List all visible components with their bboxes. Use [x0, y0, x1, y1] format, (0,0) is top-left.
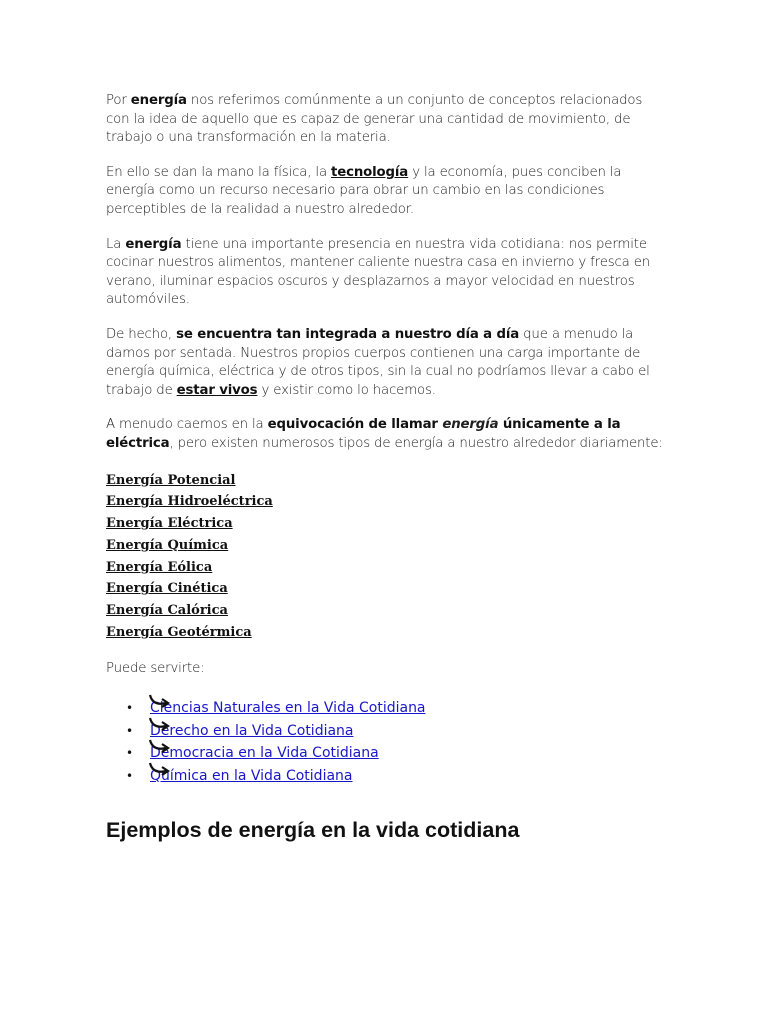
energy-type-link[interactable]: Energía Eléctrica — [106, 516, 233, 532]
servirte-label: Puede servirte: — [106, 660, 205, 676]
bullet: • — [126, 768, 134, 783]
related-links-list — [106, 697, 666, 787]
related-link-quimica[interactable]: Química en la Vida Cotidiana — [150, 767, 353, 784]
emphasis-electrica: únicamente a la eléctrica — [106, 417, 621, 451]
emphasis-energia-italic: energía — [442, 417, 499, 433]
list-item — [106, 742, 666, 765]
document-body — [106, 92, 666, 787]
energy-type-link[interactable]: Energía Calórica — [106, 603, 228, 619]
curved-arrow-icon — [148, 738, 172, 756]
paragraph-5: A menudo caemos en la equivocación de llamar energía únicamente a la eléctrica, pero existen numerosos tipos de energía a nuestro alrededor diariamente: — [106, 417, 663, 451]
energy-type-link[interactable]: Energía Hidroeléctrica — [106, 494, 273, 510]
paragraph-4: De hecho, se encuentra tan integrada a nuestro día a día que a menudo la damos por sentada. Nuestros propios cuerpos contienen una carga importante de energía química, eléctrica y de otros tipos, sin la cual no podríamos llevar a cabo el trabajo de estar vivos y existir como lo hacemos. — [106, 326, 650, 398]
bullet: • — [126, 701, 134, 716]
section-heading: Ejemplos de energía en la vida cotidiana — [106, 818, 520, 842]
related-link-ciencias[interactable]: Ciencias Naturales en la Vida Cotidiana — [150, 700, 426, 717]
bullet: • — [126, 746, 134, 761]
list-item — [106, 720, 666, 743]
energy-type-link[interactable]: Energía Química — [106, 537, 229, 553]
paragraph-2: En ello se dan la mano la física, la tecnología y la economía, pues conciben la energía como un recurso necesario para obrar un cambio en las condiciones perceptibles de la realidad a nuestro alrededor. — [106, 164, 622, 217]
curved-arrow-icon — [148, 693, 172, 711]
estar-vivos-link[interactable]: estar vivos — [176, 382, 258, 398]
bullet: • — [126, 723, 134, 738]
related-link-derecho[interactable]: Derecho en la Vida Cotidiana — [150, 722, 354, 739]
curved-arrow-icon — [148, 716, 172, 734]
keyword-energia-2: energía — [125, 236, 182, 252]
paragraph-3: La energía tiene una importante presencia en nuestra vida cotidiana: nos permite cocinar nuestros alimentos, mantener caliente nuestra casa en invierno y fresca en verano, iluminar espacios oscuros y desplazarnos a mayor velocidad en nuestros automóviles. — [106, 236, 651, 308]
energy-type-link[interactable]: Energía Potencial — [106, 472, 236, 488]
emphasis-equivocacion: equivocación de llamar — [267, 417, 443, 433]
list-item — [106, 765, 666, 788]
energy-type-link[interactable]: Energía Eólica — [106, 559, 213, 575]
energy-types-list — [106, 470, 666, 644]
energy-type-link[interactable]: Energía Geotérmica — [106, 625, 252, 641]
energy-type-link[interactable]: Energía Cinética — [106, 581, 228, 597]
keyword-energia: energía — [130, 93, 187, 108]
emphasis-integrada: se encuentra tan integrada a nuestro día a día — [176, 326, 520, 342]
related-link-democracia[interactable]: Democracia en la Vida Cotidiana — [150, 745, 379, 762]
paragraph-1: Por energía nos referimos comúnmente a un conjunto de conceptos relacionados con la idea de aquello que es capaz de generar una cantidad de movimiento, de trabajo o una transformación en la materia. — [106, 93, 643, 146]
curved-arrow-icon — [148, 761, 172, 779]
list-item — [106, 697, 666, 720]
tecnologia-link[interactable]: tecnología — [331, 164, 409, 180]
